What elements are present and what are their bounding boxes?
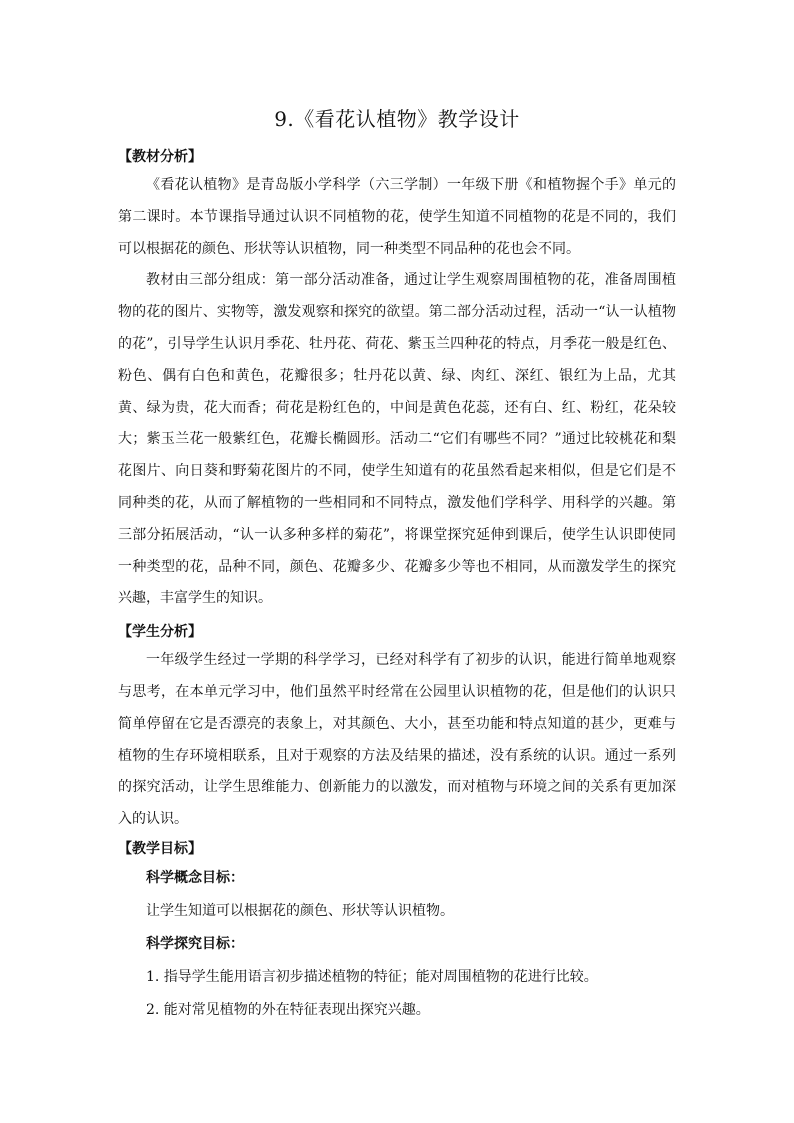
section-heading-material: 【教材分析】: [118, 149, 202, 165]
document-body: [118, 144, 676, 1027]
section-heading-goals: 【教学目标】: [118, 840, 202, 857]
concept-goal-text: 让学生知道可以根据花的颜色、形状等认识植物。: [146, 902, 454, 919]
inquiry-goal-item-2: 2. 能对常见植物的外在特征表现出探究兴趣。: [146, 1001, 430, 1018]
concept-goal-heading: 科学概念目标：: [146, 869, 244, 886]
inquiry-goal-heading: 科学探究目标：: [146, 935, 244, 952]
document-title: 9.《看花认植物》教学设计: [274, 107, 520, 131]
students-paragraph-1: 一年级学生经过一学期的科学学习，已经对科学有了初步的认识，能进行简单地观察与思考，在本单元学习中，他们虽然平时经常在公园里认识植物的花，但是他们的认识只简单停留在它是否漂亮的表象上，对其颜色、大小，甚至功能和特点知道的甚少，更难与植物的生存环境相联系，且对于观察的方法及结果的描述，没有系统的认识。通过一系列的探究活动，让学生思维能力、创新能力的以激发，而对植物与环境之间的关系有更加深入的认识。: [118, 652, 676, 828]
section-heading-students: 【学生分析】: [118, 624, 202, 641]
inquiry-goal-item-1: 1. 指导学生能用语言初步描述植物的特征；能对周围植物的花进行比较。: [146, 968, 598, 985]
material-paragraph-1: 《看花认植物》是青岛版小学科学（六三学制）一年级下册《和植物握个手》单元的第二课时。本节课指导通过认识不同植物的花，使学生知道不同植物的花是不同的，我们可以根据花的颜色、形状等认识植物，同一种类型不同品种的花也会不同。: [118, 177, 676, 257]
material-paragraph-2: 教材由三部分组成：第一部分活动准备，通过让学生观察周围植物的花，准备周围植物的花的图片、实物等，激发观察和探究的欲望。第二部分活动过程，活动一“认一认植物的花”，引导学生认识月季花、牡丹花、荷花、紫玉兰四种花的特点，月季花一般是红色、粉色、偶有白色和黄色，花瓣很多；牡丹花以黄、绿、肉红、深红、银红为上品，尤其黄、绿为贵，花大而香；荷花是粉红色的，中间是黄色花蕊，还有白、红、粉红，花朵较大；紫玉兰花一般紫红色，花瓣长椭圆形。活动二“它们有哪些不同？”通过比较桃花和梨花图片、向日葵和野菊花图片的不同，使学生知道有的花虽然看起来相似，但是它们是不同种类的花，从而了解植物的一些相同和不同特点，激发他们学科学、用科学的兴趣。第三部分拓展活动，“认一认多种多样的菊花”，将课堂探究延伸到课后，使学生认识即使同一种类型的花，品种不同，颜色、花瓣多少、花瓣多少等也不相同，从而激发学生的探究兴趣，丰富学生的知识。: [118, 272, 676, 607]
